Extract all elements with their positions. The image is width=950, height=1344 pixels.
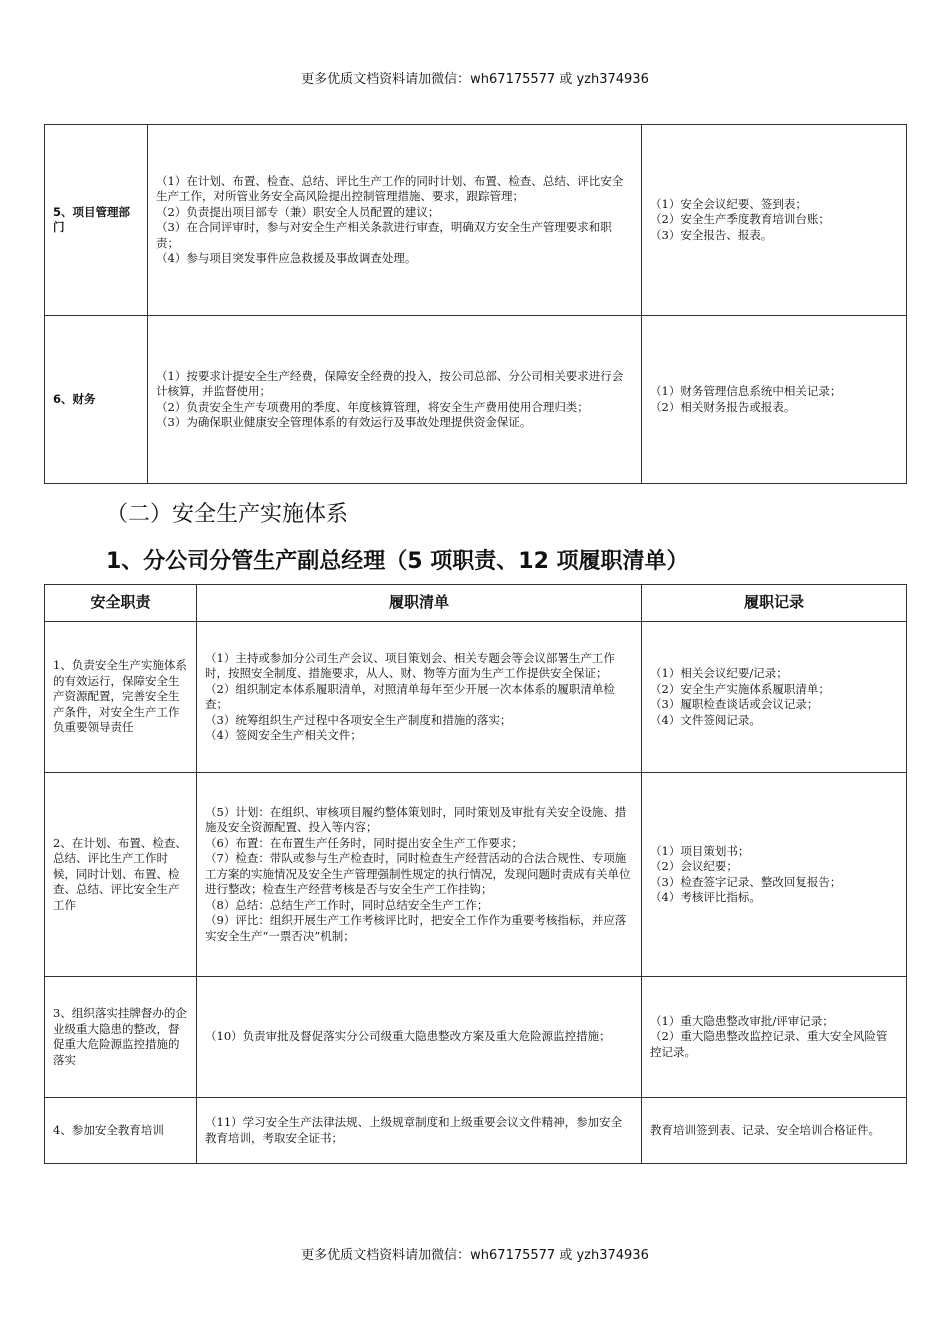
- duty-item: （3）在合同评审时，参与对安全生产相关条款进行审查，明确双方安全生产管理要求和职责；: [156, 220, 612, 250]
- list-item: （7）检查：带队或参与生产检查时，同时检查生产经营活动的合法合规性、专项施工方案的实施情况及安全生产管理强制性规定的执行情况，发现问题时责成有关单位进行整改；检查生产经营考核是否与安全生产工作挂钩；: [205, 851, 631, 897]
- record-item: （1）重大隐患整改审批/评审记录；: [650, 1013, 834, 1028]
- dept-cell: 6、财务: [45, 316, 148, 484]
- duty-cell: 3、组织落实挂牌督办的企业级重大隐患的整改，督促重大危险源监控措施的落实: [45, 977, 197, 1098]
- record-item: （1）财务管理信息系统中相关记录；: [650, 384, 842, 398]
- responsibility-table-continued: [44, 124, 907, 484]
- list-cell: [197, 622, 642, 773]
- record-item: （2）重大隐患整改监控记录、重大安全风险管控记录。: [650, 1029, 888, 1059]
- record-item: （4）文件签阅记录。: [650, 712, 761, 727]
- duty-cell: 2、在计划、布置、检查、总结、评比生产工作时候，同时计划、布置、检查、总结、评比安全生产工作: [45, 773, 197, 977]
- record-item: （2）相关财务报告或报表。: [650, 399, 796, 414]
- record-item: （1）相关会议纪要/记录；: [650, 666, 788, 680]
- record-item: （1）项目策划书；: [650, 843, 750, 858]
- table-header-row: [45, 585, 907, 622]
- duties-cell: [148, 125, 642, 316]
- list-cell: [197, 773, 642, 977]
- list-item: （1）主持或参加分公司生产会议、项目策划会、相关专题会等会议部署生产工作时，按照安全制度、措施要求，从人、财、物等方面为生产工作提供安全保证；: [205, 650, 615, 680]
- list-item: （4）签阅安全生产相关文件；: [205, 728, 362, 742]
- duty-cell: 1、负责安全生产实施体系的有效运行，保障安全生产资源配置，完善安全生产条件，对安全生产工作负重要领导责任: [45, 622, 197, 773]
- duties-cell: [148, 316, 642, 484]
- list-item: （8）总结：总结生产工作时，同时总结安全生产工作；: [205, 897, 489, 912]
- duty-item: （3）为确保职业健康安全管理体系的有效运行及事故处理提供资金保证。: [156, 415, 532, 429]
- subsection-title: 1、分公司分管生产副总经理（5 项职责、12 项履职清单）: [106, 549, 689, 574]
- duty-item: （4）参与项目突发事件应急救援及事故调查处理。: [156, 251, 417, 265]
- record-item: （3）履职检查谈话或会议记录；: [650, 697, 819, 711]
- duty-cell: 4、参加安全教育培训: [45, 1098, 197, 1164]
- record-item: （4）考核评比指标。: [650, 890, 761, 904]
- table-row: [45, 622, 907, 773]
- record-item: （2）安全生产季度教育培训台账；: [650, 212, 830, 227]
- column-header: 履职记录: [642, 585, 907, 622]
- section-title: （二）安全生产实施体系: [106, 502, 349, 527]
- column-header: 履职清单: [197, 585, 642, 622]
- duty-item: （2）负责安全生产专项费用的季度、年度核算管理，将安全生产费用使用合理归类；: [156, 399, 589, 414]
- record-item: （2）安全生产实施体系履职清单；: [650, 681, 830, 696]
- records-cell: [642, 622, 907, 773]
- list-cell: [197, 977, 642, 1098]
- page-header: 更多优质文档资料请加微信：wh67175577 或 yzh374936: [301, 72, 649, 87]
- table-row: [45, 125, 907, 316]
- record-item: （3）安全报告、报表。: [650, 227, 773, 242]
- record-item: （1）安全会议纪要、签到表；: [650, 196, 807, 211]
- duty-item: （1）在计划、布置、检查、总结、评比生产工作的同时计划、布置、检查、总结、评比安全生产工作，对所管业务安全高风险提出控制管理措施、要求，跟踪管理；: [156, 173, 624, 203]
- column-header: 安全职责: [45, 585, 197, 622]
- list-cell: [197, 1098, 642, 1164]
- table-row: [45, 316, 907, 484]
- records-cell: [642, 125, 907, 316]
- list-item: （5）计划：在组织、审核项目履约整体策划时，同时策划及审批有关安全设施、措施及安全资源配置、投入等内容；: [205, 804, 627, 835]
- duty-item: （2）负责提出项目部专（兼）职安全人员配置的建议；: [156, 204, 440, 219]
- list-item: （3）统筹组织生产过程中各项安全生产制度和措施的落实；: [205, 712, 512, 727]
- record-item: （2）会议纪要；: [650, 859, 738, 873]
- table-row: [45, 977, 907, 1098]
- duty-item: （1）按要求计提安全生产经费，保障安全经费的投入，按公司总部、分公司相关要求进行会计核算，并监督使用；: [156, 368, 624, 398]
- list-item: （6）布置：在布置生产任务时，同时提出安全生产工作要求；: [205, 835, 523, 850]
- list-item: （11）学习安全生产法律法规、上级规章制度和上级重要会议文件精神，参加安全教育培训，考取安全证书；: [205, 1115, 623, 1145]
- records-cell: [642, 773, 907, 977]
- records-cell: [642, 316, 907, 484]
- list-item: （9）评比：组织开展生产工作考核评比时，把安全工作作为重要考核指标，并应落实安全生产“一票否决”机制；: [205, 913, 627, 943]
- record-item: 教育培训签到表、记录、安全培训合格证件。: [650, 1122, 880, 1137]
- production-vp-responsibility-table: [44, 584, 907, 1164]
- record-item: （3）检查签字记录、整改回复报告；: [650, 874, 842, 889]
- table-row: [45, 1098, 907, 1164]
- records-cell: [642, 977, 907, 1098]
- dept-cell: 5、项目管理部门: [45, 125, 148, 316]
- list-item: （2）组织制定本体系履职清单，对照清单每年至少开展一次本体系的履职清单检查；: [205, 681, 615, 711]
- table-row: [45, 773, 907, 977]
- list-item: （10）负责审批及督促落实分公司级重大隐患整改方案及重大危险源监控措施；: [205, 1029, 611, 1044]
- records-cell: [642, 1098, 907, 1164]
- page-footer: 更多优质文档资料请加微信：wh67175577 或 yzh374936: [301, 1248, 649, 1263]
